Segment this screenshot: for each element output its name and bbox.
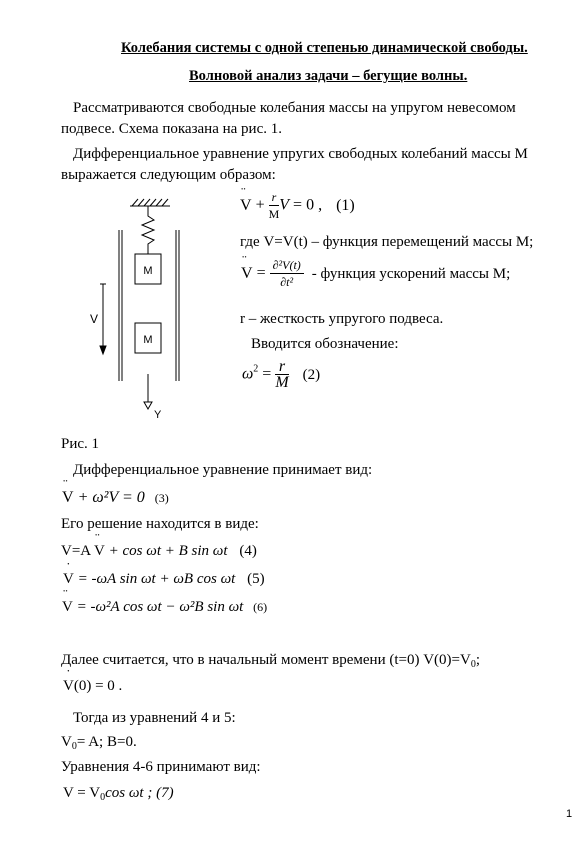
equation-6-label: (6) xyxy=(253,600,268,614)
equation-1-label: (1) xyxy=(336,196,355,214)
displacement-label: V xyxy=(90,312,99,326)
solution-intro: Его решение находится в виде: xyxy=(61,516,259,532)
v0-result-line: $V_0= A$; B=0. xyxy=(61,734,137,752)
equation-4: V=A ¨ V + cos ωt + B sin ωt (4) xyxy=(61,543,257,560)
acceleration-equation: ¨ V = $\frac{\text{∂²V(t)}}{\text{∂t²}}$ - функция ускорений массы M; xyxy=(241,258,510,290)
equation-2-label: (2) xyxy=(302,366,321,383)
equation-1: ¨ V + $\frac{r}{M}$ V = 0 , (1) xyxy=(240,190,355,222)
document-title: Колебания системы с одной степенью динамической свободы. xyxy=(121,40,528,56)
equation-3-label: (3) xyxy=(154,491,169,505)
figure-caption: Рис. 1 xyxy=(61,436,100,452)
equation-5-label: (5) xyxy=(247,571,265,587)
equation-6: ¨ V = -ω²A cos ωt − ω²B sin ωt (6) xyxy=(62,599,267,616)
page-number: 1 xyxy=(566,808,573,820)
equation-2: $\omega^2$ = $\frac{r}{M}$ (2) xyxy=(242,358,321,391)
where-line: где V=V(t) – функция перемещений массы M; xyxy=(240,234,534,250)
y-axis-arrow xyxy=(144,374,152,409)
equation-4-label: (4) xyxy=(239,543,257,559)
document-subtitle: Волновой анализ задачи – бегущие волны. xyxy=(189,68,468,84)
diffeq-form-intro: Дифференциальное уравнение принимает вид: xyxy=(73,462,373,478)
then-line: Тогда из уравнений 4 и 5: xyxy=(73,710,236,726)
mass-top-label: M xyxy=(143,265,153,277)
equation-5: ˙ V = -ωA sin ωt + ωB cos ωt (5) xyxy=(63,571,265,588)
guide-walls xyxy=(119,230,179,381)
spring xyxy=(142,206,154,254)
stiffness-line: r – жесткость упругого подвеса. xyxy=(240,311,444,327)
mass-bottom-label: M xyxy=(143,334,153,346)
equation-3: ¨ V + ω²V = 0 (3) xyxy=(62,489,169,507)
ceiling-hatch xyxy=(130,199,170,206)
y-axis-label: Y xyxy=(154,409,162,421)
initial-velocity-eq: ˙ V(0) = 0 . xyxy=(63,678,122,695)
initial-conditions-line: Далее считается, что в начальный момент времени (t=0) $V(0)=V_0$; xyxy=(61,652,480,670)
equations-form-line: Уравнения 4-6 принимают вид: xyxy=(61,759,261,775)
fraction-r-over-m-2: $\frac{r}{M}$ xyxy=(275,358,289,391)
intro-paragraph: Рассматриваются свободные колебания массы на упругом невесомом подвесе. Схема показана на рис. 1. xyxy=(61,100,516,137)
equation-7: $V = V_0\cos$ ωt ; (7) xyxy=(63,785,174,803)
partial-derivative-fraction: $\frac{\text{∂²V(t)}}{\text{∂t²}}$ xyxy=(270,258,304,290)
v-double-dot: ¨ V xyxy=(240,197,252,215)
fraction-r-over-m: $\frac{r}{M}$ xyxy=(268,190,280,221)
diffeq-intro-paragraph: Дифференциальное уравнение упругих свободных колебаний массы M выражается следующим образом: xyxy=(61,146,528,183)
notation-intro: Вводится обозначение: xyxy=(251,336,399,352)
figure-1-diagram xyxy=(78,196,188,426)
displacement-arrow xyxy=(100,284,106,354)
